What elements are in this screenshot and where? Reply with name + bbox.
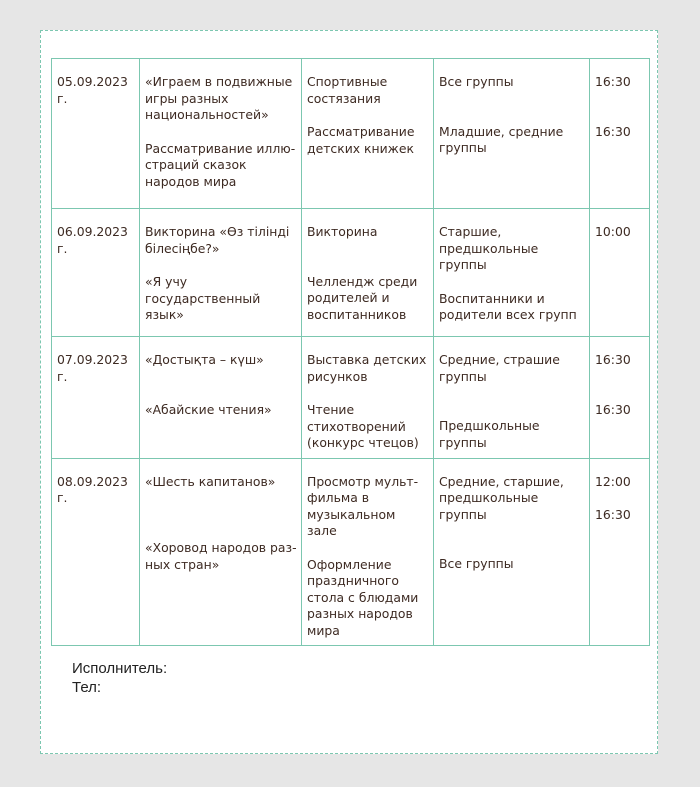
event-title: «Играем в подвижные игры разных национальностей» [145,74,293,122]
event-title: «Шесть капитанов» [145,473,276,489]
participant-group: Все группы [439,556,514,571]
group-cell [434,209,590,337]
time-cell [590,209,650,337]
event-title: «Я учу государственный язык» [145,274,261,322]
document-sheet [40,30,658,754]
event-form: Оформление праздничного стола с блюдами разных народов мира [307,556,419,638]
event-time: 16:30 [595,352,631,367]
event-form: Спортивные состязания [307,74,388,106]
event-time: 16:30 [595,123,631,139]
event-title: Викторина «Өз тілінді білесіңбе?» [145,224,290,256]
participant-group: Предшкольные группы [439,418,540,450]
event-time: 16:30 [595,401,631,417]
table-row [52,458,650,646]
event-time: 16:30 [595,74,631,89]
group-cell [434,337,590,459]
participant-group: Младшие, средние группы [439,123,564,155]
form-cell [302,458,434,646]
event-form: Челлендж среди родителей и воспитанников [307,273,418,322]
group-cell [434,59,590,209]
participant-group: Старшие, предшкольные группы [439,224,539,272]
event-form: Викторина [307,224,378,239]
date-cell: 06.09.2023 г. [52,209,140,337]
form-cell [302,337,434,459]
table-row [52,337,650,459]
time-cell [590,337,650,459]
event-form: Просмотр мультфильма в музыкальном зале [307,473,419,538]
event-time: 16:30 [595,507,631,522]
event-form: Чтение стихотворений (конкурс чтецов) [307,402,419,450]
table-row [52,59,650,209]
participant-group: Воспитанники и родители всех групп [439,290,577,322]
event-title: «Достықта – күш» [145,352,264,367]
event-title: Рассматривание иллюстраций сказок народов мира [145,140,296,189]
date-cell: 07.09.2023 г. [52,337,140,459]
event-title: «Абайские чтения» [145,401,272,417]
time-cell [590,458,650,646]
group-cell [434,458,590,646]
time-cell [590,59,650,209]
executor-label: Исполнитель: [72,660,168,677]
participant-group: Средние, страшие группы [439,352,560,384]
event-title: «Хоровод народов разных стран» [145,540,297,572]
event-cell [140,59,302,209]
event-time: 10:00 [595,224,631,239]
event-cell [140,458,302,646]
table-row [52,209,650,337]
event-form: Выставка детских рисунков [307,352,427,384]
date-cell: 08.09.2023 г. [52,458,140,646]
participant-group: Все группы [439,74,514,89]
event-cell [140,337,302,459]
event-cell [140,209,302,337]
document-footer [72,659,167,697]
form-cell [302,59,434,209]
schedule-table [51,58,650,646]
participant-group: Средние, старшие, предшкольные группы [439,473,564,522]
date-cell: 05.09.2023 г. [52,59,140,209]
form-cell [302,209,434,337]
event-form: Рассматривание детских книжек [307,124,415,156]
phone-label: Тел: [72,679,102,696]
event-time: 12:00 [595,473,631,489]
